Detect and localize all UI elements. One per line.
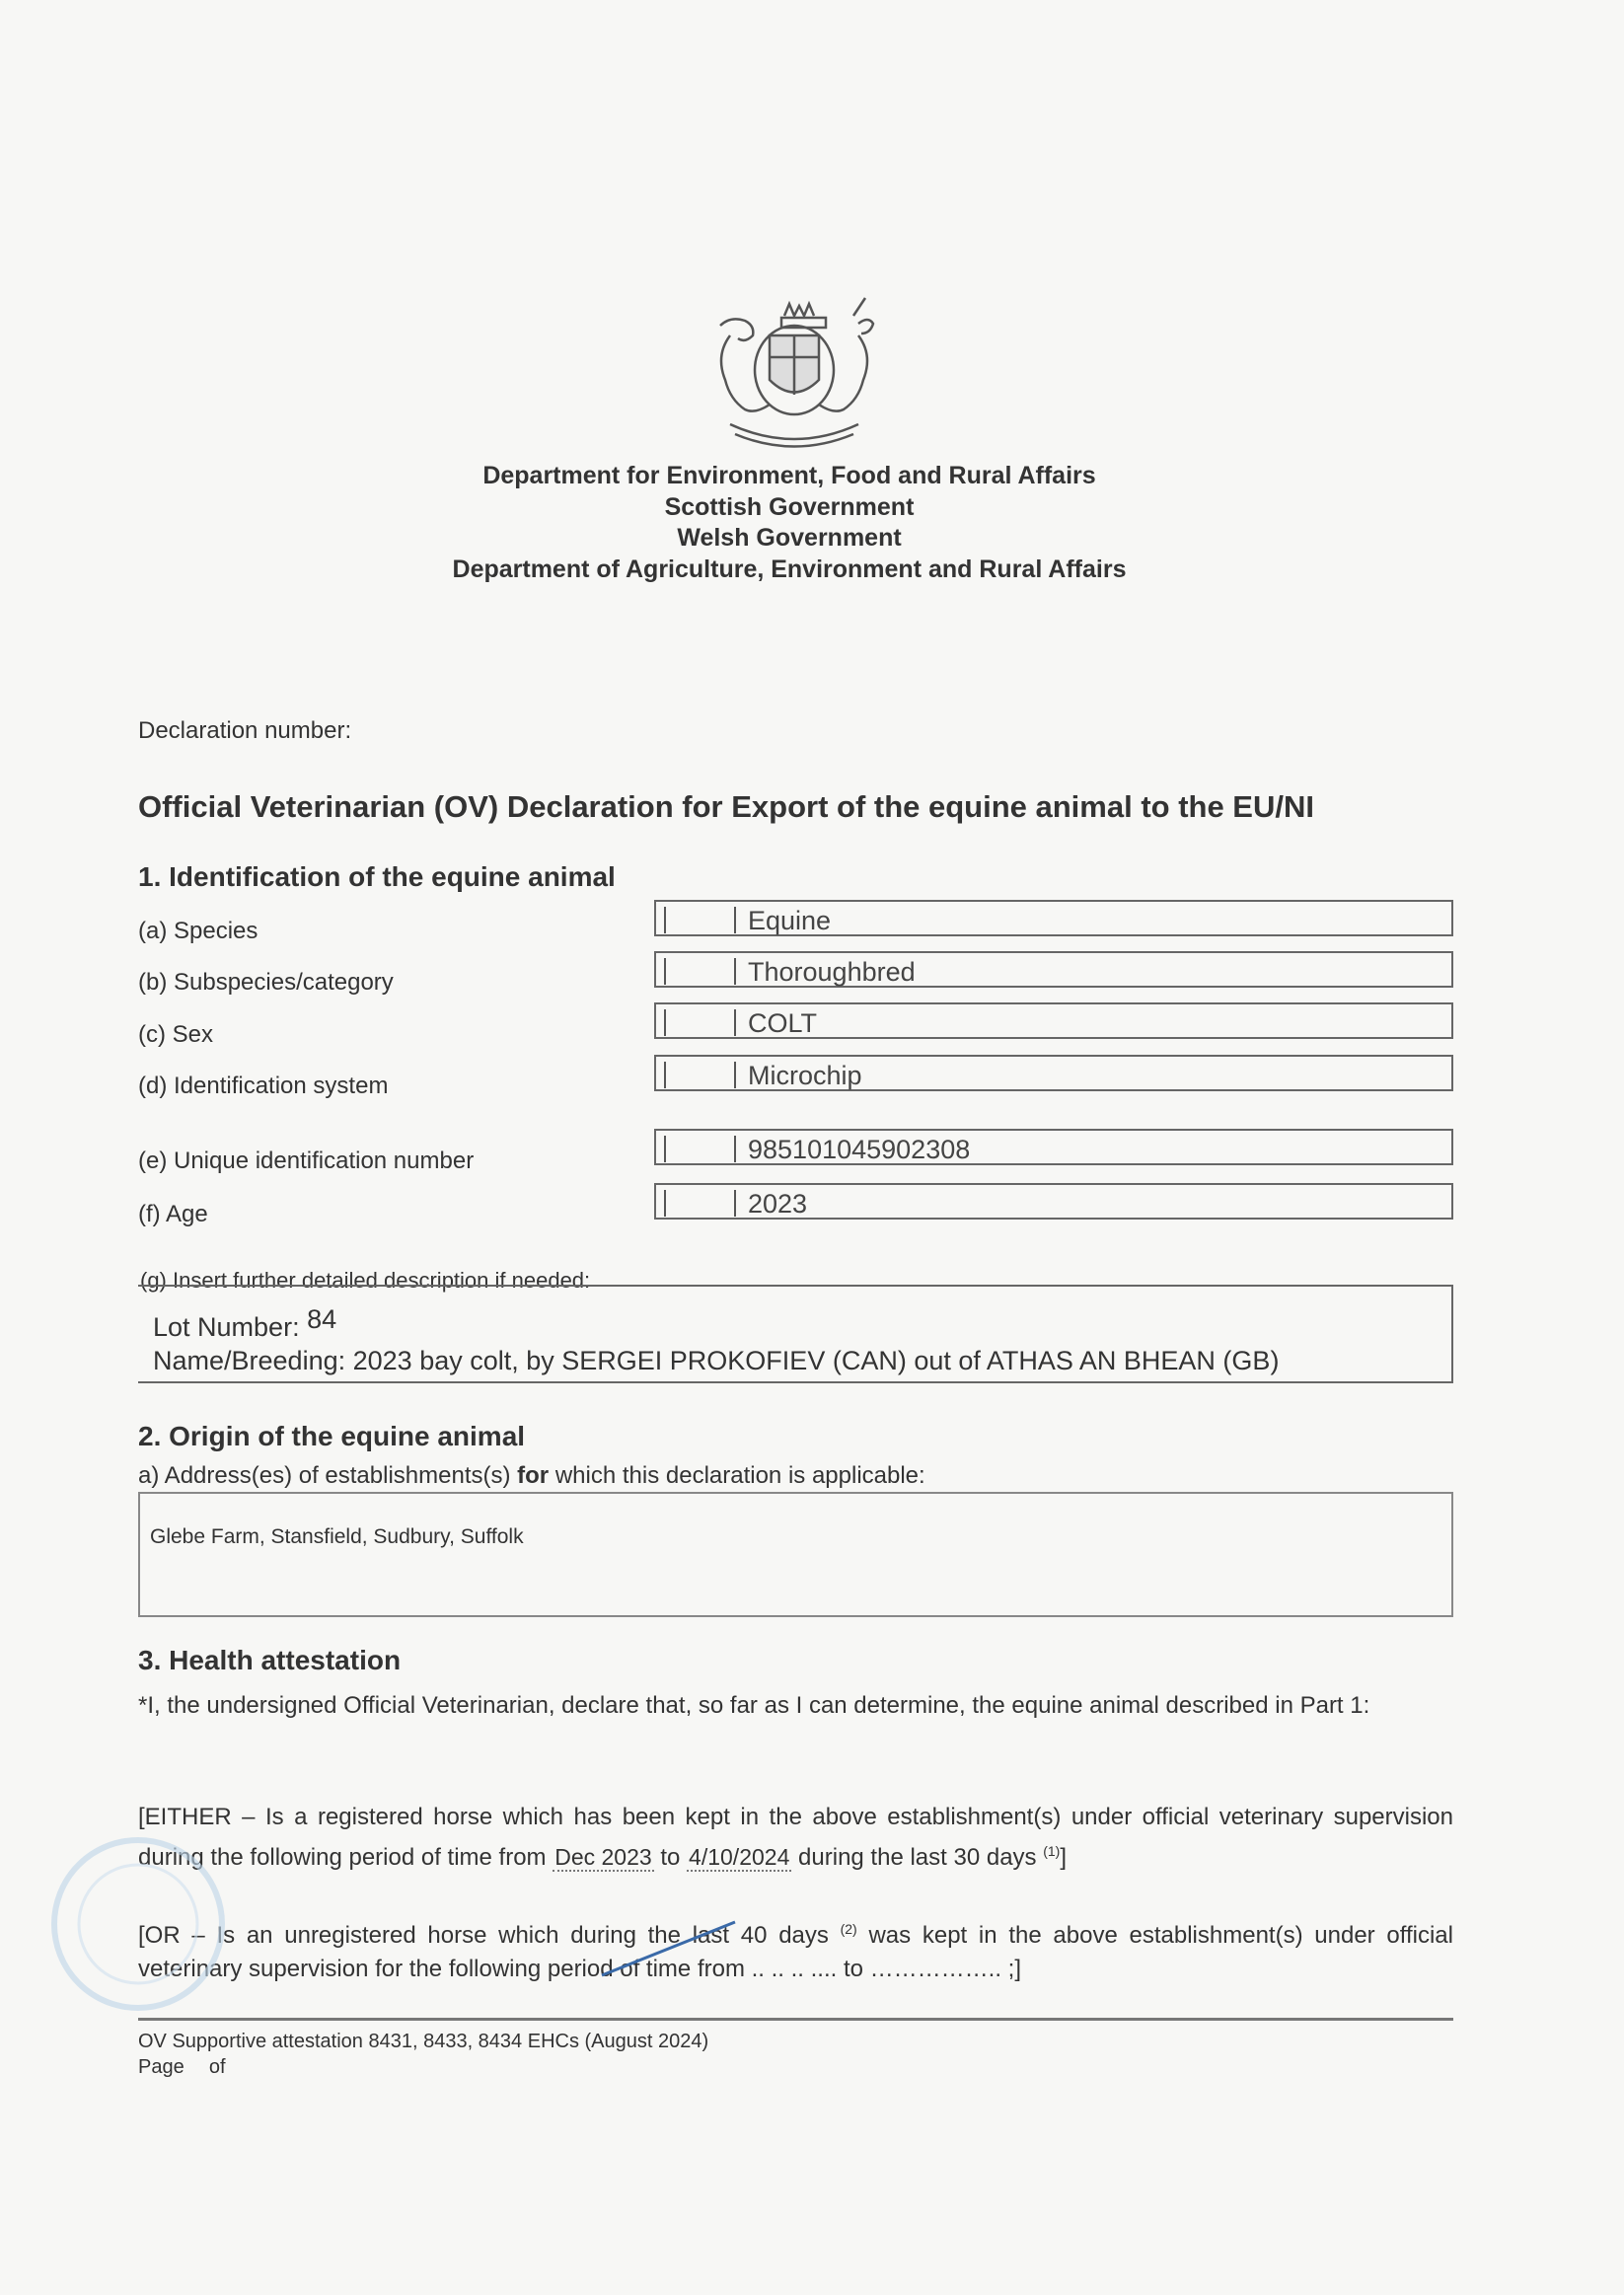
declaration-number-label: Declaration number: bbox=[138, 717, 352, 744]
identification-system-field[interactable] bbox=[654, 1055, 1453, 1091]
either-footnote-ref: (1) bbox=[1043, 1843, 1061, 1859]
breeding-value: 2023 bay colt, by SERGEI PROKOFIEV (CAN) out of ATHAS AN BHEAN (GB) bbox=[352, 1346, 1280, 1375]
subspecies-value: Thoroughbred bbox=[748, 957, 916, 987]
footer-reference: OV Supportive attestation 8431, 8433, 8434 EHCs (August 2024) bbox=[138, 2031, 709, 2052]
lot-number-label: Lot Number: bbox=[153, 1312, 300, 1342]
sex-value: COLT bbox=[748, 1008, 818, 1038]
unique-id-label: (e) Unique identification number bbox=[138, 1148, 475, 1174]
or-footnote-ref: (2) bbox=[840, 1921, 857, 1937]
official-stamp-icon bbox=[39, 1825, 237, 2023]
age-value: 2023 bbox=[748, 1189, 808, 1219]
either-from-date: Dec 2023 bbox=[554, 1844, 652, 1870]
identification-system-label: (d) Identification system bbox=[138, 1073, 389, 1099]
sex-label: (c) Sex bbox=[138, 1021, 214, 1048]
department-line-1: Department for Environment, Food and Rural Affairs bbox=[482, 462, 1096, 489]
age-label: (f) Age bbox=[138, 1201, 208, 1227]
section-1-heading: 1. Identification of the equine animal bbox=[138, 861, 616, 892]
either-clause bbox=[138, 1801, 1453, 1875]
lot-number-line bbox=[153, 1304, 337, 1343]
species-label: (a) Species bbox=[138, 918, 258, 944]
or-clause bbox=[138, 1912, 1453, 1986]
address-box[interactable] bbox=[138, 1492, 1453, 1617]
address-label-part-a: a) Address(es) of establishments(s) bbox=[138, 1462, 511, 1489]
identification-system-value: Microchip bbox=[748, 1061, 862, 1090]
of-word: of bbox=[208, 2056, 226, 2078]
either-close: ] bbox=[1060, 1844, 1068, 1871]
department-line-4: Department of Agriculture, Environment and Rural Affairs bbox=[452, 555, 1127, 583]
attestation-intro: *I, the undersigned Official Veterinarian, declare that, so far as I can determine, the equine animal described in Part 1: bbox=[138, 1692, 1370, 1719]
age-field[interactable] bbox=[654, 1183, 1453, 1220]
address-label bbox=[138, 1462, 925, 1490]
document-title: Official Veterinarian (OV) Declaration for Export of the equine animal to the EU/NI bbox=[138, 789, 1314, 824]
either-to-word: to bbox=[660, 1844, 681, 1871]
unique-id-field[interactable] bbox=[654, 1129, 1453, 1165]
or-text: [OR – Is an unregistered horse which during the last 40 days bbox=[138, 1922, 829, 1949]
or-to-word: to bbox=[843, 1956, 863, 1982]
breeding-label: Name/Breeding: bbox=[153, 1346, 346, 1375]
footer-page bbox=[138, 2056, 226, 2079]
species-field[interactable] bbox=[654, 900, 1453, 936]
further-description-label: (g) Insert further detailed description if needed: bbox=[140, 1268, 591, 1293]
royal-coat-of-arms-icon bbox=[691, 296, 898, 459]
either-to-date: 4/10/2024 bbox=[689, 1844, 790, 1870]
lot-number-value: 84 bbox=[307, 1304, 337, 1334]
section-2-heading: 2. Origin of the equine animal bbox=[138, 1421, 526, 1451]
or-from-blank: .. .. .. .... bbox=[751, 1956, 844, 1982]
strike-through-mark bbox=[592, 1914, 750, 1983]
species-value: Equine bbox=[748, 906, 832, 935]
subspecies-field[interactable] bbox=[654, 951, 1453, 988]
department-line-2: Scottish Government bbox=[664, 493, 915, 521]
either-text: [EITHER – Is a registered horse which has been kept in the above establishment(s) under official veterinary supervision during the following period of time from bbox=[138, 1804, 1453, 1871]
page-word: Page bbox=[138, 2056, 185, 2078]
or-text-continued: was kept in the above establishment(s) under official veterinary supervision for the following period of time from bbox=[138, 1922, 1453, 1982]
unique-id-value: 985101045902308 bbox=[748, 1135, 971, 1164]
sex-field[interactable] bbox=[654, 1002, 1453, 1039]
address-label-part-b: which this declaration is applicable: bbox=[554, 1462, 925, 1489]
department-line-3: Welsh Government bbox=[677, 524, 902, 552]
subspecies-label: (b) Subspecies/category bbox=[138, 969, 394, 996]
or-to-blank: …………….. ;] bbox=[869, 1956, 1022, 1982]
footer-divider bbox=[138, 2018, 1453, 2021]
breeding-line bbox=[153, 1346, 1279, 1376]
section-3-heading: 3. Health attestation bbox=[138, 1645, 402, 1675]
either-text-end: during the last 30 days bbox=[798, 1844, 1037, 1871]
address-value: Glebe Farm, Stansfield, Sudbury, Suffolk bbox=[150, 1525, 524, 1548]
address-label-for: for bbox=[517, 1462, 550, 1489]
